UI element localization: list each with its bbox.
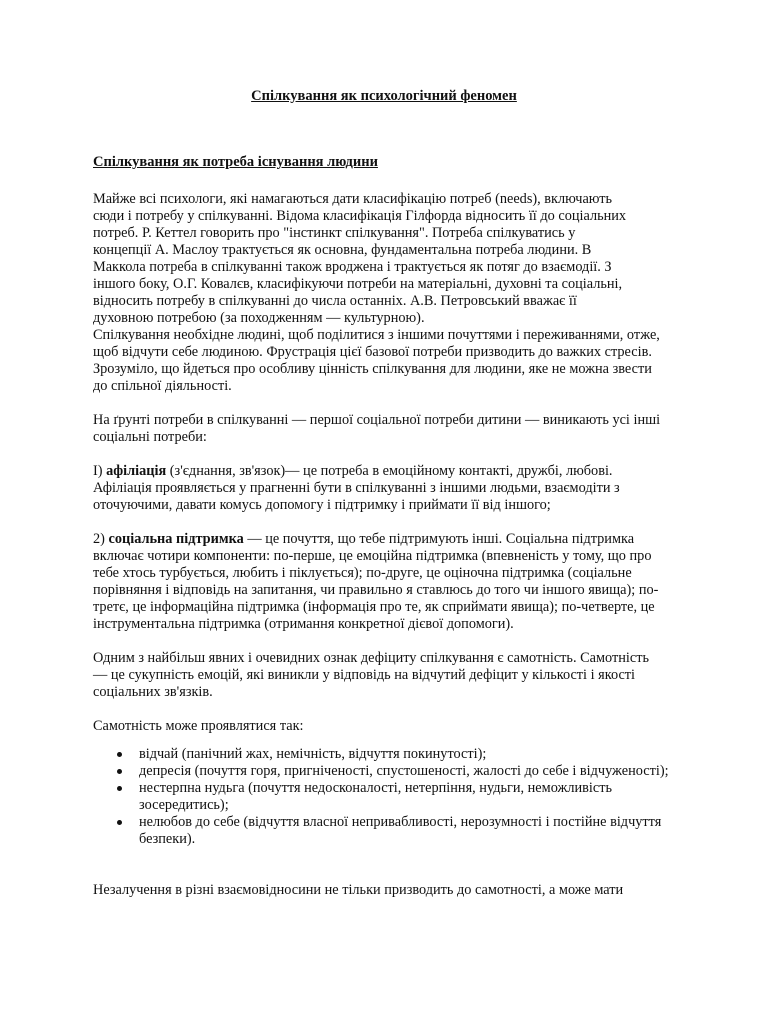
paragraph-1-line: Маккола потреба в спілкуванні також вроджена і трактується як потяг до взаємодії. З — [93, 259, 612, 275]
paragraph-1-line: потреб. Р. Кеттел говорить про "інстинкт спілкування". Потреба спілкуватись у — [93, 225, 576, 241]
paragraph-1-line: Майже всі психологи, які намагаються дати класифікацію потреб (needs), включають — [93, 191, 613, 207]
list-item: депресія (почуття горя, пригніченості, спустошеності, жалості до себе і відчуженості); — [139, 763, 669, 779]
paragraph-2-line: Зрозуміло, що йдеться про особливу цінність спілкування для людини, яке не можна звести — [93, 361, 652, 377]
social-support-line: інструментальна підтримка (отримання конкретної дієвої допомоги). — [93, 616, 514, 632]
social-support-line: порівняння і відповідь на запитання, чи правильно я ставлюсь до того чи іншого явища); по- — [93, 582, 659, 598]
paragraph-1-line: сюди і потребу у спілкуванні. Відома класифікація Гілфорда відносить її до соціальних — [93, 208, 627, 224]
paragraph-1-line: концепції А. Маслоу трактується як основна, фундаментальна потреба людини. В — [93, 242, 592, 258]
paragraph-6-line: соціальних зв'язків. — [93, 684, 213, 700]
list-item: відчай (панічний жах, немічність, відчуття покинутості); — [139, 746, 487, 762]
paragraph-1-line: відносить потребу в спілкуванні до числа останніх. А.В. Петровський вважає її — [93, 293, 577, 309]
bullet-icon — [117, 752, 122, 757]
paragraph-8: Незалучення в різні взаємовідносини не тільки призводить до самотності, а може мати — [93, 882, 624, 898]
social-support-line — [93, 531, 634, 548]
document-title: Спілкування як психологічний феномен — [251, 88, 517, 104]
affiliation-line: Афіліація проявляється у прагненні бути в спілкуванні з іншими людьми, взаємодіти з — [93, 480, 620, 496]
section-heading: Спілкування як потреба існування людини — [93, 154, 378, 170]
affiliation-line — [93, 463, 613, 480]
paragraph-7: Самотність може проявлятися так: — [93, 718, 304, 734]
bullet-icon — [117, 769, 122, 774]
paragraph-6-line: — це сукупність емоцій, які виникли у відповідь на відчутий дефіцит у кількості і якості — [93, 667, 636, 683]
paragraph-3-line: соціальні потреби: — [93, 429, 207, 445]
social-support-line: тебе хтось турбується, любить і піклується); по-друге, це оціночна підтримка (соціальне — [93, 565, 632, 581]
list-item: нелюбов до себе (відчуття власної непривабливості, нерозумності і постійне відчуття — [139, 814, 662, 830]
paragraph-1-line: іншого боку, О.Г. Ковалєв, класифікуючи потреби на матеріальні, духовні та соціальні, — [93, 276, 623, 292]
affiliation-marker: І) — [93, 463, 103, 479]
social-support-term: соціальна підтримка — [108, 531, 244, 547]
list-item-continuation: зосередитись); — [139, 797, 229, 813]
paragraph-6-line: Одним з найбільш явних і очевидних ознак дефіциту спілкування є самотність. Самотність — [93, 650, 649, 666]
social-support-line: третє, це інформаційна підтримка (інформація про те, як сприймати явища); по-четверте, це — [93, 599, 655, 615]
affiliation-line: оточуючими, давати комусь допомогу і підтримку і приймати її від іншого; — [93, 497, 551, 513]
social-support-line: включає чотири компоненти: по-перше, це емоційна підтримка (впевненість у тому, що про — [93, 548, 652, 564]
paragraph-3-line: На ґрунті потреби в спілкуванні — першої соціальної потреби дитини — виникають усі інші — [93, 412, 661, 428]
list-item: нестерпна нудьга (почуття недосконалості, нетерпіння, нудьги, неможливість — [139, 780, 612, 796]
social-support-definition: — це почуття, що тебе підтримують інші. Соціальна підтримка — [243, 531, 635, 547]
list-item-continuation: безпеки). — [139, 831, 196, 847]
bullet-icon — [117, 820, 122, 825]
bullet-icon — [117, 786, 122, 791]
paragraph-2-line: щоб відчути себе людиною. Фрустрація цієї базової потреби призводить до важких стресів. — [93, 344, 652, 360]
social-support-marker: 2) — [93, 531, 105, 547]
paragraph-2-line: Спілкування необхідне людині, щоб поділитися з іншими почуттями і переживаннями, отже, — [93, 327, 660, 343]
affiliation-term: афіліація — [106, 463, 167, 479]
affiliation-definition: (з'єднання, зв'язок)— це потреба в емоційному контакті, дружбі, любові. — [166, 463, 613, 479]
paragraph-1-line: духовною потребою (за походженням — культурною). — [93, 310, 425, 326]
paragraph-2-line: до спільної діяльності. — [93, 378, 232, 394]
